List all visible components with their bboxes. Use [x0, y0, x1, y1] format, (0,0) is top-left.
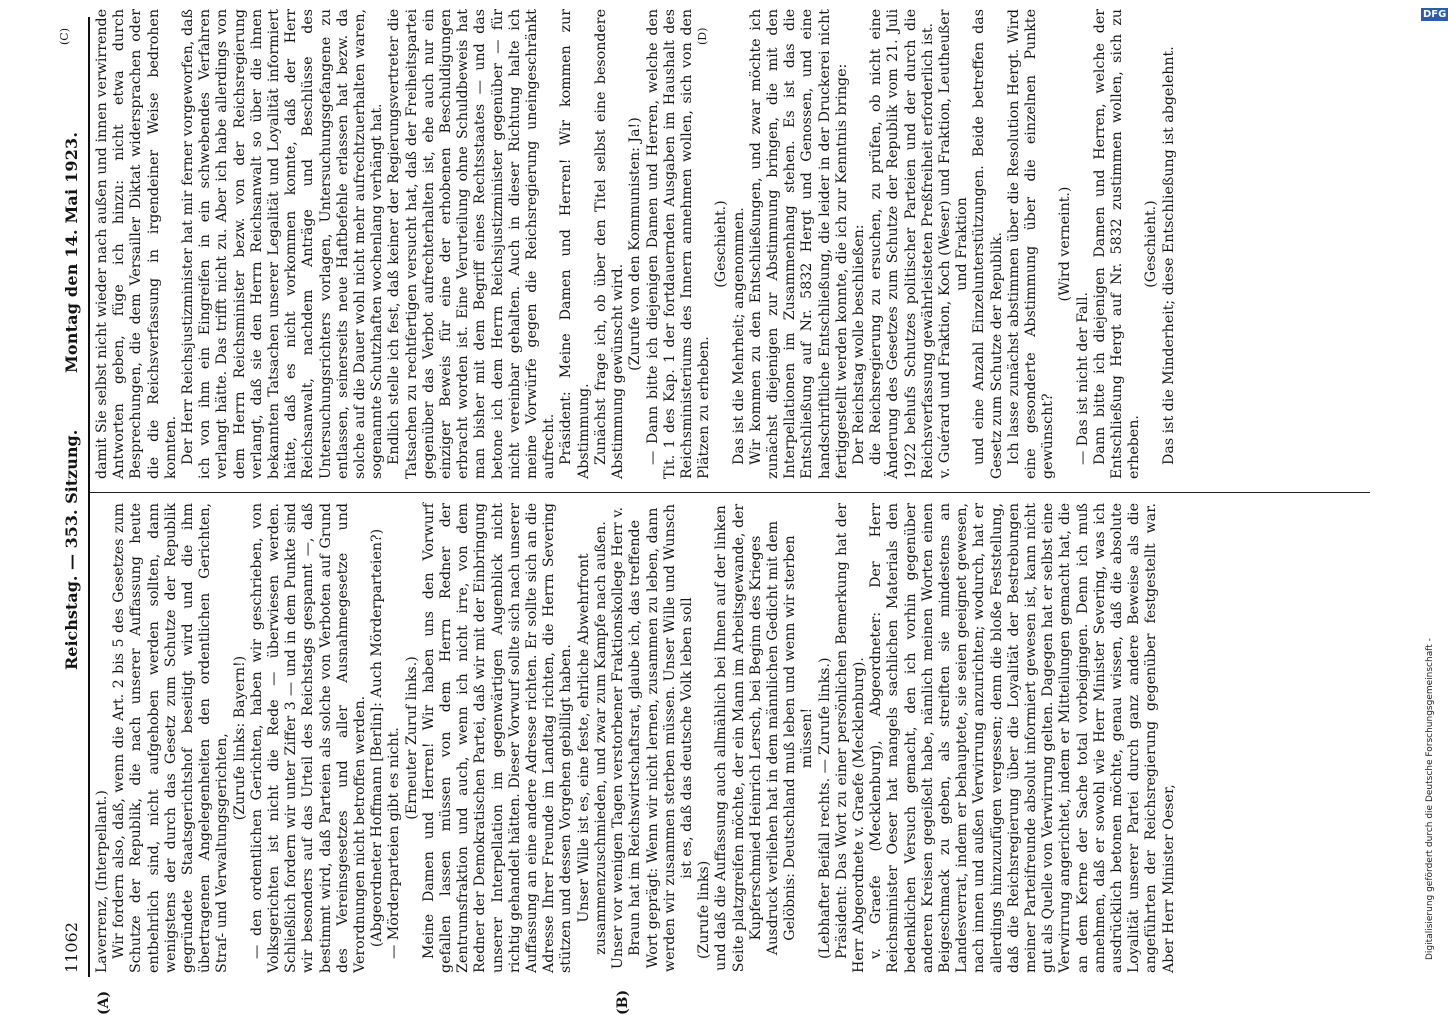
page-header — [60, 10, 86, 985]
left-column-paragraph: und daß die Auffassung auch allmählich bei Ihnen auf der linken Seite platzgreifen möchte, der ein Mann im Arbeitsgewande, der Kupferschmied Heinrich Lersch, bei Beginn des Krieges Ausdruck verliehen hat in dem männlichen Gedicht mit dem Gelöbnis: Deutschland muß leben und wenn wir sterben müssen! — [713, 503, 816, 973]
right-column-paragraph: (Geschieht.) — [1143, 200, 1160, 288]
right-column-paragraph: — Dann bitte ich diejenigen Damen und Herren, welche den Tit. 1 des Kap. 1 der fortdauernden Ausgaben im Haushalt des Reichsministeriums des Innern annehmen wollen, sich von den Plätzen zu erheben. — [644, 9, 713, 479]
right-column-paragraph: die Reichsregierung zu ersuchen, zu prüfen, ob nicht eine Änderung des Gesetzes zum Schutze der Republik vom 21. Juli 1922 behufs Schutzes politischer Parteien und der durch die Reichsverfassung gewährleisteten Preßfreiheit erforderlich ist. — [868, 9, 936, 479]
session-date: Montag den 14. Mai 1923. — [62, 131, 81, 373]
left-column-paragraph: Präsident: Das Wort zu einer persönlichen Bemerkung hat der Herr Abgeordnete v. Graefe (Mecklenburg). — [833, 503, 867, 973]
right-column-paragraph: Präsident: Meine Damen und Herren! Wir kommen zur Abstimmung. — [558, 9, 592, 479]
right-column-paragraph: v. Guérard und Fraktion, Koch (Weser) und Fraktion, Leutheußer und Fraktion — [936, 9, 971, 479]
right-column-paragraph: Der Herr Reichsjustizminister hat mir ferner vorgeworfen, daß ich von ihm ein Eingreifen in ein schwebendes Verfahren verlangt hätte. Das trifft nicht zu. Aber ich habe allerdings von dem Herrn Reichsminister bezw. von der Reichsregierung verlangt, daß sie den Herrn Reichsanwalt so über die ihnen bekannten Tatsachen unserer Legalität und Loyalität informiert hätte, daß es nicht vorkommen konnte, daß der Herr Reichsanwalt, nachdem Anträge und Beschlüsse des Untersuchungsrichters vorlagen, Untersuchungsgefangene zu entlassen, seinerseits neue Haftbefehle erlassen hat bezw. da solche auf die Dauer wohl nicht mehr aufrechtzuerhalten waren, sogenannte Schutzhaften wochenlang verhängt hat. — [180, 9, 386, 479]
right-column-paragraph: Das ist die Minderheit; diese Entschließung ist abgelehnt. — [1160, 46, 1177, 465]
right-column-paragraph: Dann bitte ich diejenigen Damen und Herren, welche der Entschließung Hergt auf Nr. 5832 zustimmen wollen, sich zu erheben. — [1091, 9, 1143, 479]
left-column-paragraph: Unser Wille ist es, eine feste, ehrliche Abwehrfront zusammenzuschmieden, und zwar zum Kampfe nach außen. Unser vor wenigen Tagen verstorbener Fraktionskollege Herr v. Braun hat im Reichswirtschaftsrat, glaube ich, das treffende Wort geprägt: Wenn wir nicht lernen, zusammen zu leben, dann werden wir zusammen sterben müssen. Unser Wille und Wunsch ist es, daß das deutsche Volk leben soll — [575, 503, 695, 973]
left-column-paragraph: (Zurufe links) — [696, 860, 713, 959]
left-column-paragraph: v. Graefe (Mecklenburg), Abgeordneter: Der Herr Reichsminister Oeser hat mangels sachlichen Materials den bedenklichen Versuch gemacht, den ich vorhin gegenüber anderen Kreisen gegeißelt habe, nämlich meinen Worten einen Beigeschmack zu geben, als streiften sie mindestens an Landesverrat, indem er behauptete, sie seien geeignet gewesen, nach innen und außen Verwirrung anzurichten; wodurch, hat er allerdings hinzuzufügen vergessen; denn die bloße Feststellung, daß die Reichsregierung über die Loyalität der Bestrebungen meiner Parteifreunde absolut informiert gewesen ist, kann nicht gut als Quelle von Verwirrung gelten. Dagegen hat er selbst eine Verwirrung angerichtet, indem er Mitteilungen gemacht hat, die an dem Kerne der Sache total vorbeigingen. Denn ich muß annehmen, daß er sowohl wie Herr Minister Severing, was ich ausdrücklich betonen möchte, genau wissen, daß die absolute Loyalität unserer Partei durch ganz andere Beweise als die angeführten der Reichsregierung gegenüber festgestellt war. Aber Herr Minister Oeser, — [868, 503, 1177, 973]
right-column-paragraph: (Geschieht.) — [713, 200, 730, 288]
right-column-paragraph: (Zurufe von den Kommunisten: Ja!) — [627, 117, 644, 371]
right-column-paragraph: — Das ist nicht der Fall. — [1074, 291, 1091, 465]
margin-mark-b: (B) — [615, 989, 631, 1015]
column-divider — [90, 492, 1370, 493]
left-column-paragraph: Wir fordern also, daß, wenn die Art. 2 bis 5 des Gesetzes zum Schutze der Republik, die nach unserer Auffassung heute entbehrlich sind, nicht aufgehoben werden sollten, dann wenigstens der durch das Gesetz zum Schutze der Republik gegründete Staatsgerichtshof beseitigt wird und die ihm übertragenen Angelegenheiten den ordentlichen Gerichten, Straf- und Verwaltungsgerichten, — [111, 503, 231, 973]
right-column-paragraph: Der Reichstag wolle beschließen: — [850, 224, 867, 465]
right-text-column — [94, 9, 1178, 479]
right-column-paragraph: Zunächst frage ich, ob über den Titel selbst eine besondere Abstimmung gewünscht wird. — [592, 9, 627, 479]
header-rule — [88, 17, 90, 977]
right-column-paragraph: Wir kommen zu den Entschließungen, und zwar möchte ich zunächst diejenigen zur Abstimmung bringen, die mit den Interpellationen im Zusammenhang stehen. Es ist das die Entschließung auf Nr. 5832 Hergt und Genossen, und eine handschriftliche Entschließung, die leider in der Druckerei nicht fertiggestellt werden konnte, die ich zur Kenntnis bringe: — [747, 9, 850, 479]
right-column-paragraph: und eine Anzahl Einzelunterstützungen. Beide betreffen das Gesetz zum Schutze der Republik. — [971, 9, 1005, 479]
left-column-paragraph: (Zurufe links: Bayern!) — [231, 655, 248, 821]
left-column-paragraph: (Lebhafter Beifall rechts. — Zurufe links.) — [816, 657, 833, 959]
digitization-text: Digitalisierung gefördert durch die Deutsche Forschungsgemeinschaft - — [1425, 638, 1435, 960]
left-column-paragraph: Meine Damen und Herren! Wir haben uns den Vorwurf gefallen lassen müssen von dem Herrn Redner der Zentrumsfraktion und auch, wenn ich nicht irre, von dem Redner der Demokratischen Partei, daß wir mit der Einbringung unserer Interpellation im gegenwärtigen Augenblick nicht richtig gehandelt hätten. Dieser Vorwurf sollte sich nach unserer Auffassung an eine andere Adresse richten. Er sollte sich an die Adresse Ihrer Freunde im Landtag richten, die Herrn Severing stützen und dessen Vorgehen gebilligt haben. — [420, 503, 575, 973]
margin-mark-c: (C) — [58, 28, 71, 45]
margin-mark-a: (A) — [96, 990, 112, 1015]
right-column-paragraph: Das ist die Mehrheit; angenommen. — [730, 207, 747, 465]
left-column-paragraph: (Abgeordneter Hoffmann [Berlin]: Auch Mörderparteien?) — [369, 528, 386, 948]
page-number: 11062 — [62, 922, 81, 973]
margin-mark-d: (D) — [696, 27, 709, 45]
left-column-paragraph: Laverrenz, (Interpellant.) — [94, 790, 110, 973]
right-column-paragraph: damit Sie selbst nicht wieder nach außen und innen verwirrende Antworten geben, füge ich hinzu: nicht etwa durch Besprechungen, die dem Versailler Diktat widersprachen oder die die Reichsverfassung in irgendeiner Weise bedrohen konnten. — [94, 9, 179, 479]
left-column-paragraph: (Erneuter Zuruf links.) — [403, 656, 420, 820]
left-text-column — [94, 503, 1178, 973]
left-column-paragraph: — den ordentlichen Gerichten, haben wir geschrieben, von Volksgerichten ist nicht die Rede — überwiesen werden. Schließlich fordern wir unter Ziffer 3 — und in dem Punkte sind wir besonders auf das Urteil des Reichstags gespannt —, daß bestimmt wird, daß Parteien als solche von Verboten auf Grund des Vereinsgesetzes und aller Ausnahmegesetze und Verordnungen nicht betroffen werden. — [248, 503, 369, 973]
digitization-note — [1425, 638, 1435, 960]
right-column-paragraph: Endlich stelle ich fest, daß keiner der Regierungsvertreter die Tatsachen zu rechtfertigen versucht hat, daß der Freiheitspartei gegenüber das Verbot aufrechterhalten ist, ehe auch nur ein einziger Beweis für eine der erhobenen Beschuldigungen erbracht worden ist. Eine Verurteilung ohne Schuldbeweis hat man bisher mit dem Begriff eines Rechtsstaates — und das betone ich dem Herrn Reichsjustizminister gegenüber — für nicht vereinbar gehalten. Auch in dieser Richtung halte ich meine Vorwürfe gegen die Reichsregierung uneingeschränkt aufrecht. — [386, 9, 558, 479]
right-column-paragraph: Ich lasse zunächst abstimmen über die Resolution Hergt. Wird eine gesonderte Abstimmung über die einzelnen Punkte gewünscht? — [1005, 9, 1057, 479]
left-column-paragraph: — Mörderparteien gibt es nicht. — [386, 727, 403, 959]
session-title: Reichstag. — 353. Sitzung. — [62, 429, 81, 670]
right-column-paragraph: (Wird verneint.) — [1057, 186, 1074, 302]
dfg-logo: DFG — [1423, 9, 1447, 20]
rotated-page-content — [58, 9, 1385, 1015]
